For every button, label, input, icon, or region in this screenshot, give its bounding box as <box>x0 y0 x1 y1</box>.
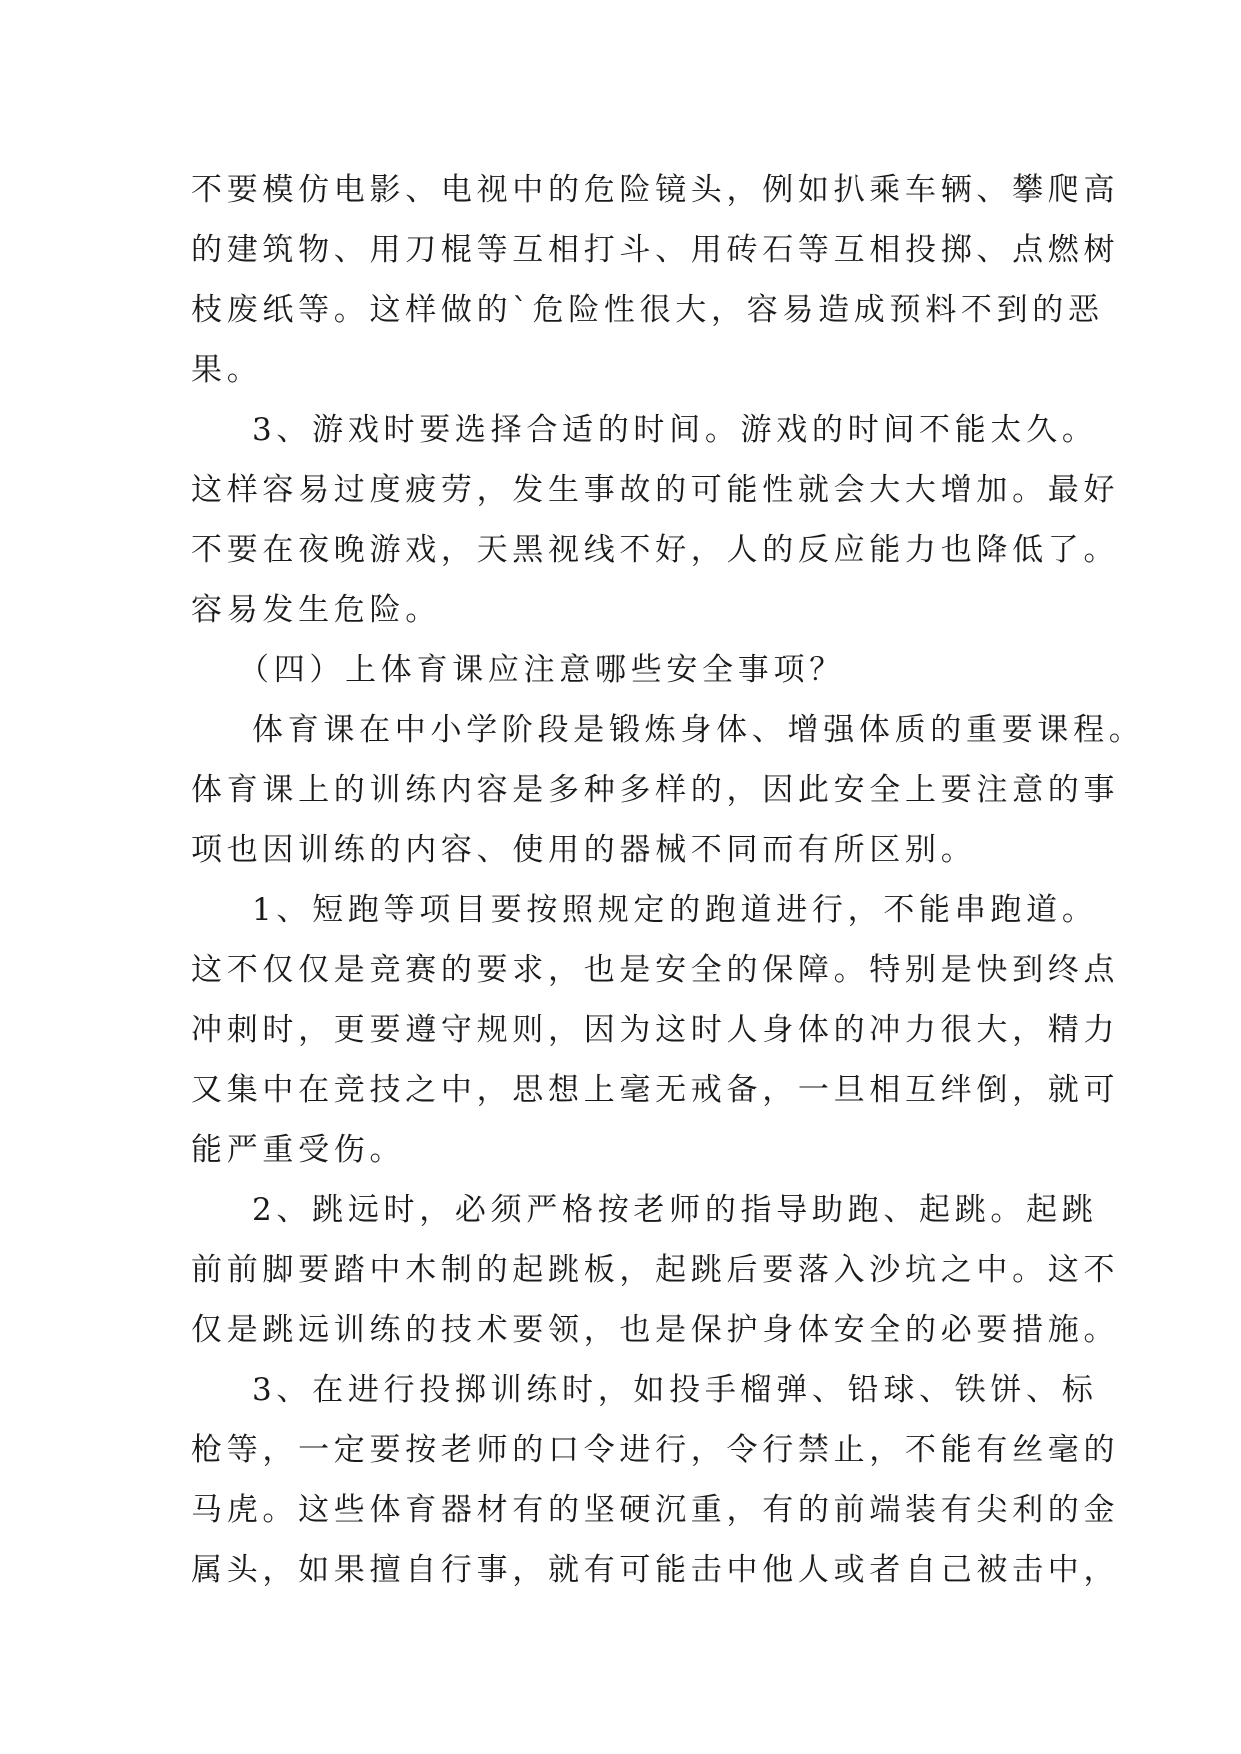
text-line: 2、跳远时，必须严格按老师的指导助跑、起跳。起跳 <box>252 1192 1098 1228</box>
text-line: 体育课在中小学阶段是锻炼身体、增强体质的重要课程。 <box>252 712 1145 748</box>
text-line: 3、游戏时要选择合适的时间。游戏的时间不能太久。 <box>252 412 1098 448</box>
text-line: 不要模仿电影、电视中的危险镜头，例如扒乘车辆、攀爬高 <box>191 172 1120 208</box>
text-line: 果。 <box>191 352 263 388</box>
text-line: 枪等，一定要按老师的口令进行，令行禁止，不能有丝毫的 <box>191 1432 1120 1468</box>
text-line: 前前脚要踏中木制的起跳板，起跳后要落入沙坑之中。这不 <box>191 1252 1120 1288</box>
heading-line: （四）上体育课应注意哪些安全事项？ <box>238 652 845 688</box>
text-line: 1、短跑等项目要按照规定的跑道进行，不能串跑道。 <box>252 892 1098 928</box>
text-line: 3、在进行投掷训练时，如投手榴弹、铅球、铁饼、标 <box>252 1372 1098 1408</box>
paragraph-long-jump <box>191 1180 1120 1360</box>
text-line: 能严重受伤。 <box>191 1132 406 1168</box>
paragraph-throwing <box>191 1360 1120 1600</box>
document-body <box>191 160 1145 1600</box>
text-line: 体育课上的训练内容是多种多样的，因此安全上要注意的事 <box>191 772 1120 808</box>
text-line: 这样容易过度疲劳，发生事故的可能性就会大大增加。最好 <box>191 472 1120 508</box>
text-line: 枝废纸等。这样做的`危险性很大，容易造成预料不到的恶 <box>191 292 1104 328</box>
paragraph-game-time <box>191 400 1120 640</box>
paragraph-danger-imitation <box>191 160 1120 400</box>
paragraph-pe-intro <box>191 700 1145 880</box>
text-line: 又集中在竞技之中，思想上毫无戒备，一旦相互绊倒，就可 <box>191 1072 1120 1108</box>
text-line: 不要在夜晚游戏，天黑视线不好，人的反应能力也降低了。 <box>191 532 1120 568</box>
text-line: 这不仅仅是竞赛的要求，也是安全的保障。特别是快到终点 <box>191 952 1120 988</box>
text-line: 仅是跳远训练的技术要领，也是保护身体安全的必要措施。 <box>191 1312 1120 1348</box>
paragraph-sprint <box>191 880 1120 1180</box>
text-line: 属头，如果擅自行事，就有可能击中他人或者自己被击中， <box>191 1552 1120 1588</box>
text-line: 冲刺时，更要遵守规则，因为这时人身体的冲力很大，精力 <box>191 1012 1120 1048</box>
text-line: 的建筑物、用刀棍等互相打斗、用砖石等互相投掷、点燃树 <box>191 232 1120 268</box>
text-line: 容易发生危险。 <box>191 592 441 628</box>
text-line: 马虎。这些体育器材有的坚硬沉重，有的前端装有尖利的金 <box>191 1492 1120 1528</box>
text-line: 项也因训练的内容、使用的器械不同而有所区别。 <box>191 832 977 868</box>
section-heading-pe-safety <box>191 640 1061 700</box>
